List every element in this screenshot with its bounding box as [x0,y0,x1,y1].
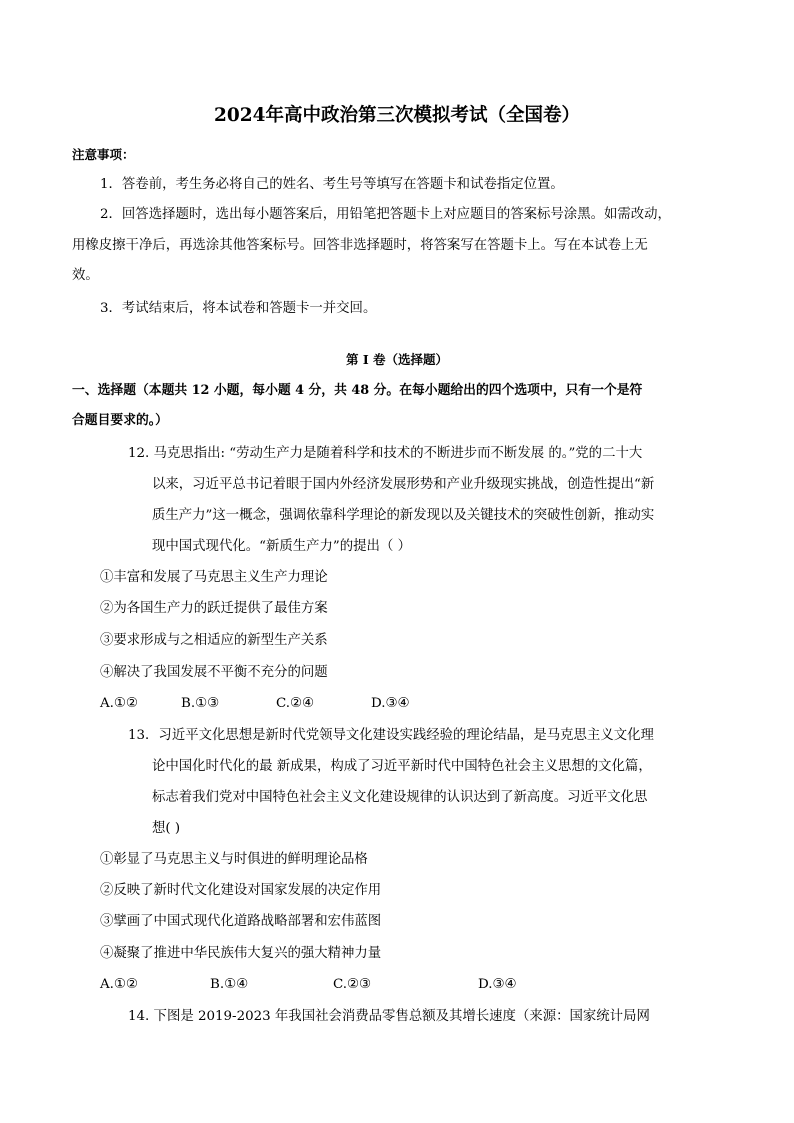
question-12-statement-3: ③要求形成与之相适应的新型生产关系 [100,633,328,648]
question-13-statement-1: ①彰显了马克思主义与时俱进的鲜明理论品格 [100,852,368,867]
question-13-statement-3: ③擘画了中国式现代化道路战略部署和宏伟蓝图 [100,914,382,929]
notice-item-2-line-2: 用橡皮擦干净后，再选涂其他答案标号。回答非选择题时，将答案写在答题卡上。写在本试卷上无 [72,238,648,253]
question-13-stem-line-3: 标志着我们党对中国特色社会主义文化建设规律的认识达到了新高度。习近平文化思 [152,790,648,805]
question-13-stem-line-1: 13．习近平文化思想是新时代党领导文化建设实践经验的理论结晶，是马克思主义文化理 [128,728,654,743]
question-12-stem-line-2: 以来，习近平总书记着眼于国内外经济发展形势和产业升级现实挑战，创造性提出“新 [152,477,655,492]
question-12-choice-b[interactable]: B.①③ [181,696,220,711]
notice-item-3: 3．考试结束后，将本试卷和答题卡一并交回。 [100,301,377,316]
notice-heading: 注意事项： [72,147,135,162]
section-instructions-line-2: 合题目要求的。） [72,413,168,428]
question-13-choice-b[interactable]: B.①④ [210,977,249,992]
question-13-choice-d[interactable]: D.③④ [478,977,517,992]
question-12-stem-line-3: 质生产力”这一概念，强调依靠科学理论的新发现以及关键技术的突破性创新，推动实 [152,508,655,523]
question-12-stem-line-4: 现中国式现代化。“新质生产力”的提出（ ） [152,539,411,554]
question-13-stem-line-2: 论中国化时代化的最 新成果，构成了习近平新时代中国特色社会主义思想的文化篇， [152,759,652,774]
section-instructions-line-1: 一、选择题（本题共 12 小题，每小题 4 分，共 48 分。在每小题给出的四个选项中，只有一个是符 [72,383,643,398]
section-title: 第 I 卷（选择题） [345,352,449,367]
question-12-statement-2: ②为各国生产力的跃迁提供了最佳方案 [100,601,328,616]
question-12-stem-line-1: 12. 马克思指出: “劳动生产力是随着科学和技术的不断进步而不断发展 的。”党的二十大 [128,446,643,461]
question-13-stem-line-4: 想( ) [152,821,181,836]
notice-item-1: 1．答卷前，考生务必将自己的姓名、考生号等填写在答题卡和试卷指定位置。 [100,177,564,192]
notice-item-2-line-1: 2．回答选择题时，选出每小题答案后，用铅笔把答题卡上对应题目的答案标号涂黑。如需改动， [100,207,671,222]
question-12-choice-c[interactable]: C.②④ [276,696,315,711]
question-12-statement-4: ④解决了我国发展不平衡不充分的问题 [100,665,328,680]
question-12-choice-d[interactable]: D.③④ [371,696,410,711]
question-13-statement-2: ②反映了新时代文化建设对国家发展的决定作用 [100,883,382,898]
notice-item-2-line-3: 效。 [72,268,99,283]
question-13-choice-c[interactable]: C.②③ [333,977,372,992]
question-12-choice-a[interactable]: A.①② [100,696,138,711]
page-title: 2024年高中政治第三次模拟考试（全国卷） [214,105,580,126]
question-13-choice-a[interactable]: A.①② [100,977,138,992]
question-12-statement-1: ①丰富和发展了马克思主义生产力理论 [100,570,328,585]
question-13-statement-4: ④凝聚了推进中华民族伟大复兴的强大精神力量 [100,946,382,961]
question-14-stem-line-1: 14. 下图是 2019-2023 年我国社会消费品零售总额及其增长速度（来源：国家统计局网 [128,1009,650,1024]
